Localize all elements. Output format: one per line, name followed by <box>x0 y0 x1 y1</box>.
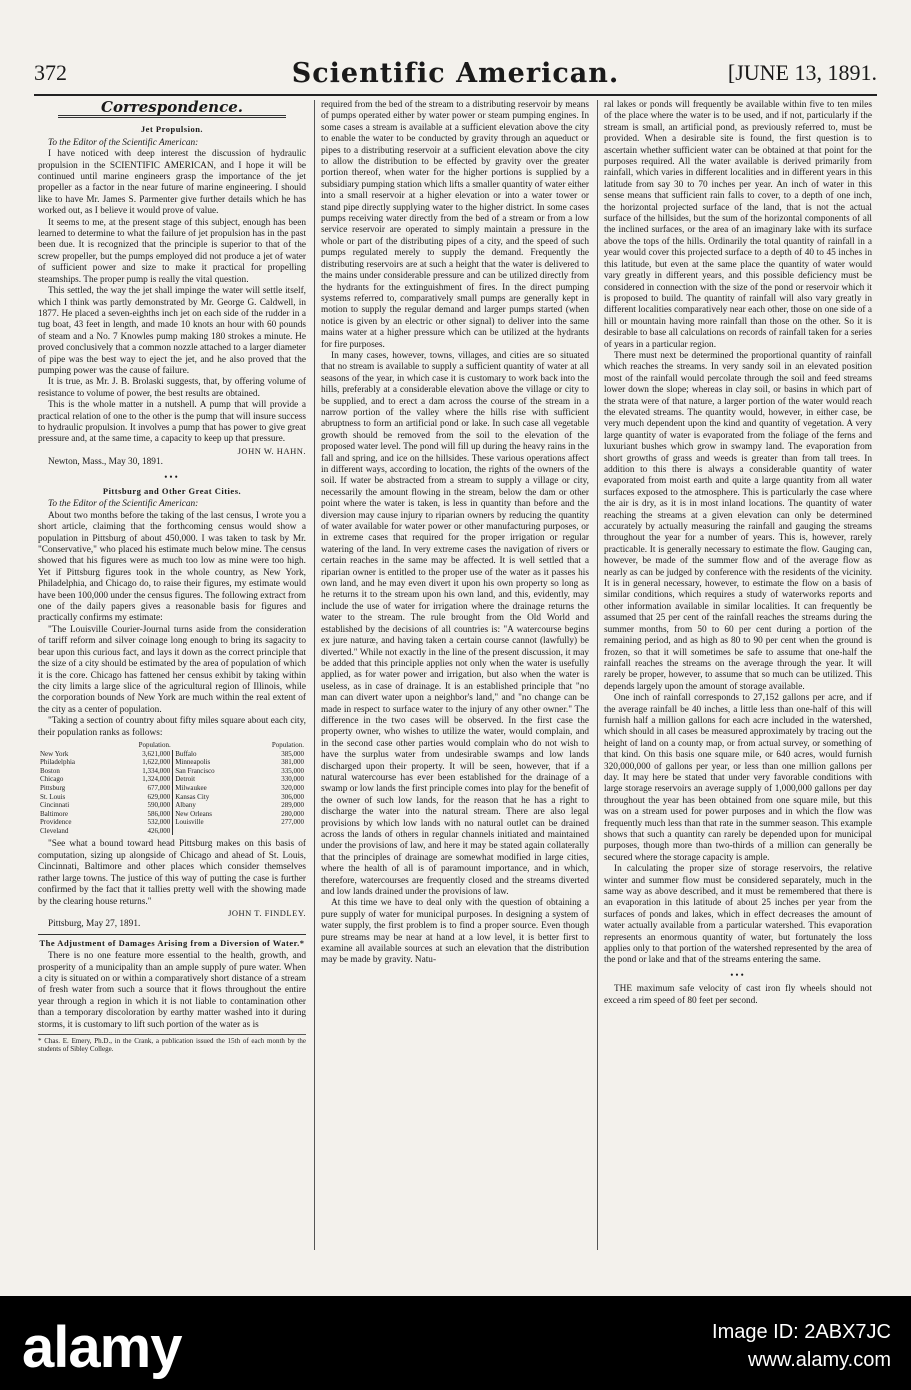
city-cell: Philadelphia <box>40 758 75 767</box>
stock-watermark-bar <box>0 1296 911 1390</box>
city-cell: San Francisco <box>175 766 215 775</box>
city-cell <box>173 827 256 836</box>
letter2-para: "See what a bound toward head Pittsburg makes on this basis of computation, sizing up alongside of Chicago and ahead of St. Louis, Cincinnati, Baltimore and other places which consider themselves rather large towns. The justice of this way of putting the case is further confirmed by the fact that it tallies pretty well with the showing made by the clearing house returns." <box>38 839 306 907</box>
population-cell: 1,334,000 <box>111 767 172 776</box>
city-cell: St. Louis <box>40 792 66 801</box>
column-3 <box>604 100 872 1260</box>
city-cell: New York <box>40 749 69 758</box>
letter2-heading: Pittsburg and Other Great Cities. <box>102 486 242 496</box>
ornament-divider: ••• <box>730 969 746 980</box>
population-cell: 426,000 <box>111 827 172 836</box>
article-para: There is no one feature more essential to the health, growth, and prosperity of a municipality than an ample supply of pure water. When a city is situated on or within a comparatively short distance of a stream of fresh water from such a source that it flows throughout the entire year through a region in which it is not liable to contamination other than a temporary discoloration by earthy matter washed into it during storms, it is customary to lift such portion of the water as is <box>38 951 306 1030</box>
city-cell: Detroit <box>175 775 196 784</box>
population-cell: 532,000 <box>111 818 172 827</box>
article-para: ral lakes or ponds will frequently be available within five to ten miles of the place where the water is to be used, and if not, particularly if the stream is small, an artificial pond, as previously referred to, must be provided. When a desirable site is found, the first question is to ascertain whether sufficient water can be obtained at that point for the purposes required. All the water available is derived primarily from rainfall, which varies in different localities and in different years in this latitude from say 30 to 70 inches per year. An inch of water in this sense means that sufficient rain falls to cover, to a depth of one inch, the horizontal projected surface of the land, that is not the actual surface of the hillsides, but the sum of the horizontal components of all the inclined surfaces, or the area of an imaginary lake with its surface above the tops of the hills. Ordinarily the total quantity of rainfall in a year would cover this projected surface to a depth of 40 to 45 inches in this latitude, but even at the same place the quantity of water would vary greatly in different years, and this possible deficiency must be considered in connection with the size of the pond or reservoir which it is proposed to build. The quantity of rainfall will also vary greatly in different localities comparatively near each other, those on one side of a hill or mountain having more rainfall than those on the other. So it is desirable to base all calculations on records of rainfall taken for a series of years in a particular region. <box>604 100 872 350</box>
letter1-salutation: To the Editor of the Scientific American: <box>48 137 199 148</box>
column-1 <box>38 100 306 1260</box>
city-cell: Cincinnati <box>40 801 70 810</box>
table-row <box>38 758 306 767</box>
article-heading: The Adjustment of Damages Arising from a Diversion of Water.* <box>39 937 305 948</box>
column-rule <box>314 100 315 1250</box>
article-para: At this time we have to deal only with the question of obtaining a pure supply of water for municipal purposes. In designing a system of water supply, the first problem is to find a proper source. Even though pure streams may be near at hand at a low level, it is better first to examine all available sources at such an elevation that the distribution may be made by gravity. Natu- <box>321 898 589 966</box>
population-cell: 1,324,000 <box>111 775 172 784</box>
population-cell: 586,000 <box>111 810 172 819</box>
letter1-para: This is the whole matter in a nutshell. A pump that will provide a practical relation of one to the other is the pump that will insure success to hydraulic propulsion. It involves a pump that has power to give great pressure and, at the same time, a capacity to keep up that pressure. <box>38 400 306 445</box>
letter1-signature: JOHN W. HAHN. <box>237 445 306 456</box>
column-2 <box>321 100 589 1260</box>
population-cell <box>256 827 306 836</box>
table-row <box>38 784 306 793</box>
article-para: In calculating the proper size of storage reservoirs, the relative winter and summer flow must be considered separately, much in the same way as above described, and it must be remembered that there is an evaporation in this latitude of about 25 inches per year from the surfaces of ponds and lakes, which in effect decreases the amount of water actually available from a particular watershed. This evaporation represents an enormous quantity of water, but fortunately the loss applies only to that portion of the watershed represented by the area of the pond or lake and that of the streams entering the same. <box>604 864 872 966</box>
table-row <box>38 827 306 836</box>
letter1-para: I have noticed with deep interest the discussion of hydraulic propulsion in the SCIENTIFIC AMERICAN, and I hope it will be continued until marine engineers grasp the importance of the jet propeller as a factor in the near future of marine engineering. I should like to have Mr. James S. Parmenter give further details which he has worked out, as I believe it would prove of value. <box>38 149 306 217</box>
population-cell: 381,000 <box>281 758 304 767</box>
table-row <box>38 793 306 802</box>
city-cell: Pittsburg <box>40 783 66 792</box>
letter1-place: Newton, Mass., May 30, 1891. <box>48 457 163 468</box>
city-cell: Chicago <box>40 775 64 784</box>
letter2-salutation: To the Editor of the Scientific American: <box>48 499 199 510</box>
table-row <box>38 810 306 819</box>
article-para: In many cases, however, towns, villages, and cities are so situated that no stream is available to supply a sufficient quantity of water at all seasons of the year, in which case it is customary to work back into the hills, preferably at a considerable elevation above the village or city to be supplied, and to erect a dam across the course of the stream in a narrow portion of the valley where the hills rise with sufficient abruptness to form an artificial pond or lake. In such case all vegetable growth should be removed from the soil to the elevation of the proposed water level. The pond will fill up during the heavy rains in the fall and spring, and ice on the hillsides. These various operations affect in different ways, according to location, the rights of the owners of the soil. If water be abstracted from a stream to supply a village or city, necessarily the amount flowing in the stream, below the dam or other point where the water is taken, is less in quantity than before and the diversion may cause injury to riparian owners by reducing the quantity of water available for water power or other manufacturing purposes, or in extreme cases that required for the proper irrigation or regular watering of the land. In very extreme cases the navigation of rivers or certain reaches in the same may be affected. It is well settled that a riparian owner is entitled to the proper use of the water as it passes his own land, and he may even divert it upon his own property so long as he returns it to the stream upon his own land, and this, evidently, may include the use of water for irrigation where the drainage returns the water to the stream. The rule brought from the Old World and established by the decisions of all countries is: "A watercourse begins ex jure naturæ, and having taken a certain course cannot (lawfully) be diverted." While not exactly in the line of the present discussion, it may be added that this principle applies not only when the water is usefully applied, as for water power and irrigation, but also when the water is useless, as in case of drainage. It is an established principle that "no man can divert water upon a neighbor's land," and "no change can be made in respect to surface water to the injury of any other owner." The difference in the two cases will be observed. In the first case the property owner, who wishes to utilize the water, would complain, and in the second case other parties would complain who do not wish to have the surplus water from undesirable swamps and low lands discharged upon their property. It will be seen, however, that if a natural watercourse has ever been established for the drainage of a swamp or low lands the first principle comes into play for the benefit of the owner of such low lands, for the reason that he has a right to discharge the water into the natural stream. There are also legal provisions by which low lands with no natural outlet can be drained across the lands of others in regular channels initiated and maintained under the provisions of law, and here it may be stated again collaterally that the principles of drainage are somewhat modified in large cities, where the health of all is of paramount importance, and in which, therefore, watercourses are frequently closed and the streams diverted and low lands drained under the provisions of law. <box>321 350 589 898</box>
footnote: * Chas. E. Emery, Ph.D., in the Crank, a publication issued the 15th of each month by the students of Sibley College. <box>38 1034 306 1054</box>
population-cell: 590,000 <box>111 801 172 810</box>
city-cell: Baltimore <box>40 809 68 818</box>
section-title: Correspondence. <box>101 100 243 116</box>
article-para: One inch of rainfall corresponds to 27,152 gallons per acre, and if the average rainfall be 40 inches, a little less than one-half of this will furnish half a million gallons for each acre included in the watershed, which should in all cases be measured approximately by tracing out the height of land on a county map, or from actual survey, or something of that kind. On this basis one square mile, or 640 acres, would furnish 320,000,000 of gallons per year, or less than one million gallons per day. It may here be stated that under very favorable conditions with large storage reservoirs an average supply of 1,000,000 gallons per day throughout the year has been obtained from one square mile, but this was on a stream used for power purposes and in which the flow was frequently much less than that rate in the summer season. This example shows that such a quantity can rarely be depended upon for municipal purposes, though more than two-thirds of a million can generally be secured where the storage capacity is ample. <box>604 693 872 863</box>
city-cell: Providence <box>40 818 72 827</box>
population-cell: 330,000 <box>281 775 304 784</box>
letter1-para: It seems to me, at the present stage of this subject, enough has been learned to determine to what the failure of jet propulsion has in the past been due. It is recognized that the principle is superior to that of the screw propeller, but the pumps employed did not produce a jet of water of sufficient power and size to make it practical for propelling steamships. The proper pump is really the vital question. <box>38 217 306 285</box>
table-row <box>38 818 306 827</box>
letter2-para: "The Louisville Courier-Journal turns aside from the consideration of tariff reform and silver coinage long enough to bring its sagacity to bear upon this curious fact, and lays it down as the correct principle that the size of a city should be estimated by the area of population of which it is the core. Chicago has fattened her census exhibit by taking within the city limits a large slice of the agricultural region of Illinois, while the corporation bounds of New York are much within the real extent of the city as a center of population. <box>38 624 306 715</box>
letter1-heading: Jet Propulsion. <box>140 124 204 135</box>
ornament-divider: ••• <box>164 471 180 482</box>
masthead <box>34 58 877 92</box>
publication-title: Scientific American. <box>291 58 620 89</box>
city-cell: Minneapolis <box>175 758 211 767</box>
population-cell: 277,000 <box>281 818 304 827</box>
letter2-place: Pittsburg, May 27, 1891. <box>48 919 141 930</box>
page-number: 372 <box>34 60 67 85</box>
city-cell: Louisville <box>175 818 204 827</box>
letter2-signature: JOHN T. FINDLEY. <box>228 907 306 918</box>
table-header-right: Population. <box>271 740 304 749</box>
population-cell: 335,000 <box>281 766 304 775</box>
city-cell: Buffalo <box>175 749 197 758</box>
table-row <box>38 767 306 776</box>
image-id-label: Image ID: 2ABX7JC <box>712 1321 891 1343</box>
city-cell: Boston <box>40 766 60 775</box>
population-cell: 677,000 <box>111 784 172 793</box>
site-url: www.alamy.com <box>748 1349 891 1371</box>
population-cell: 280,000 <box>281 809 304 818</box>
population-table <box>38 741 306 836</box>
letter2-para: About two months before the taking of the last census, I wrote you a short article, claiming that the forthcoming census would show a population in Pittsburg of about 450,000. I was taken to task by Mr. "Conservative," who placed his estimate much below mine. The census showed that his figures were as much too low as mine were too high. Yet if Pittsburg figures took in the whole country, as New York, Philadelphia, and Chicago do, to raise their figures, my estimate would have been 100,000 under the census figures. The following extract from one of the daily papers gives a reasonable basis for figures and practically confirms my estimate: <box>38 510 306 624</box>
issue-date: [JUNE 13, 1891. <box>727 60 877 85</box>
masthead-rule <box>34 94 877 96</box>
population-cell: 289,000 <box>281 801 304 810</box>
population-cell: 385,000 <box>281 749 304 758</box>
population-cell: 306,000 <box>281 792 304 801</box>
article-para: There must next be determined the proportional quantity of rainfall which reaches the streams. In very sandy soil in an elevated position most of the rainfall would percolate through the soil and feed streams lower down the slope; whereas in clay soil, or basins in which part of the strata were of that nature, a larger portion of the water would reach the elevated streams. The quantity would, however, in either case, be very much dependent upon the kind and quantity of vegetation. A very large quantity of water is evaporated from the foliage of the ferns and luxuriant bushes which grow in swampy land. The evaporation from short growths of grass and weeds is greater than from tall trees. In addition to this there is always a considerable quantity of water evaporated from moist earth and quite a large quantity from all water surfaces exposed to the atmosphere. This is particularly the case where the air is dry, as it is in most inland locations. The quantity of water reaching the streams at a given elevation can only be determined accurately by actually measuring the rainfall and gauging the streams throughout the year for a number of years. This is, however, rarely practicable. It is generally necessary to estimate the flow. Gauging can, however, be made of the summer flow and of the average flow as nearly as can be judged by conference with the residents of the vicinity. It is in general necessary, however, to estimate the flow on a basis of similar conditions, which requires a study of waterworks reports and other information available in similar localities. It can frequently be assumed that 25 per cent of the rainfall reaches the streams during the summer months, from 50 to 60 per cent during a portion of the remaining period, and as high as 80 to 90 per cent when the ground is frozen, so that it will sometimes be safe to assume that one-half the rainfall reaches the streams on the average through the year. It will rarely be proper, however, to assume that so much can be utilized. This depends largely upon the amount of storage available. <box>604 350 872 692</box>
table-row <box>38 775 306 784</box>
table-row <box>38 750 306 759</box>
article-para: required from the bed of the stream to a distributing reservoir by means of pumps operated either by water power or steam pumping engines. In some cases a stream is available at a sufficient elevation above the city to enable the water to be conducted by gravity through an aqueduct or pipes to a distributing reservoir at a sufficient elevation above the city to allow the distribution to be effected by gravity over the greater portion thereof, when water for the higher portions is supplied by a subsidiary pumping station which lifts a smaller quantity of water either into a small reservoir at a higher elevation or into a water tower or stand pipe directly supplying water to the higher district. In some cases pumps receiving water directly from the bed of a stream or from a low service reservoir are operated to simply maintain a pressure in the whole or part of the distributing pipes of a city, and the speed of such pumps regulated merely to supply the demand. Frequently the distributing reservoirs are at such a height that the water is delivered to the mains under considerable pressure and can be utilized directly from the hydrants for the extinguishment of fires. In the direct pumping systems referred to, comparatively small pumps are generally kept in motion to supply the regular demand and larger pumps started (when notice is given by an electric or other signal) to deliver into the same mains water at a higher pressure which can be utilized at the hydrants for fire purposes. <box>321 100 589 350</box>
city-cell: Cleveland <box>40 826 69 835</box>
article-divider <box>38 934 306 935</box>
population-cell: 629,000 <box>111 793 172 802</box>
city-cell: Kansas City <box>175 792 210 801</box>
table-header-left: Population. <box>138 740 171 749</box>
population-cell: 1,622,000 <box>111 758 172 767</box>
city-cell: New Orleans <box>175 809 212 818</box>
alamy-logo: alamy <box>22 1315 182 1380</box>
table-row <box>38 801 306 810</box>
column-rule <box>597 100 598 1250</box>
watermark-info <box>712 1318 891 1374</box>
population-cell: 320,000 <box>281 783 304 792</box>
letter1-para: This settled, the way the jet shall impinge the water will settle itself, which I think was partly demonstrated by Mr. George G. Caldwell, in 1877. He placed a seven-eighths inch jet on each side of the rudder in a tug boat, 43 feet in length, and made 10 knots an hour with 60 pounds of steam and a No. 7 Knowles pump making 180 strokes a minute. He proved conclusively that a common nozzle attached to a larger diameter of pipe was the best way to eject the jet, and he also proved that the pumping power was the cause of failure. <box>38 286 306 376</box>
letter2-para: "Taking a section of country about fifty miles square about each city, their population ranks as follows: <box>38 716 306 738</box>
city-cell: Milwaukee <box>175 783 207 792</box>
letter1-para: It is true, as Mr. J. B. Brolaski suggests, that, by offering volume of resistance to volume of power, the best results are obtained. <box>38 377 306 399</box>
city-cell: Albany <box>175 801 196 810</box>
population-cell: 3,621,000 <box>111 750 172 759</box>
closing-note: THE maximum safe velocity of cast iron fly wheels should not exceed a rim speed of 80 feet per second. <box>604 984 872 1006</box>
